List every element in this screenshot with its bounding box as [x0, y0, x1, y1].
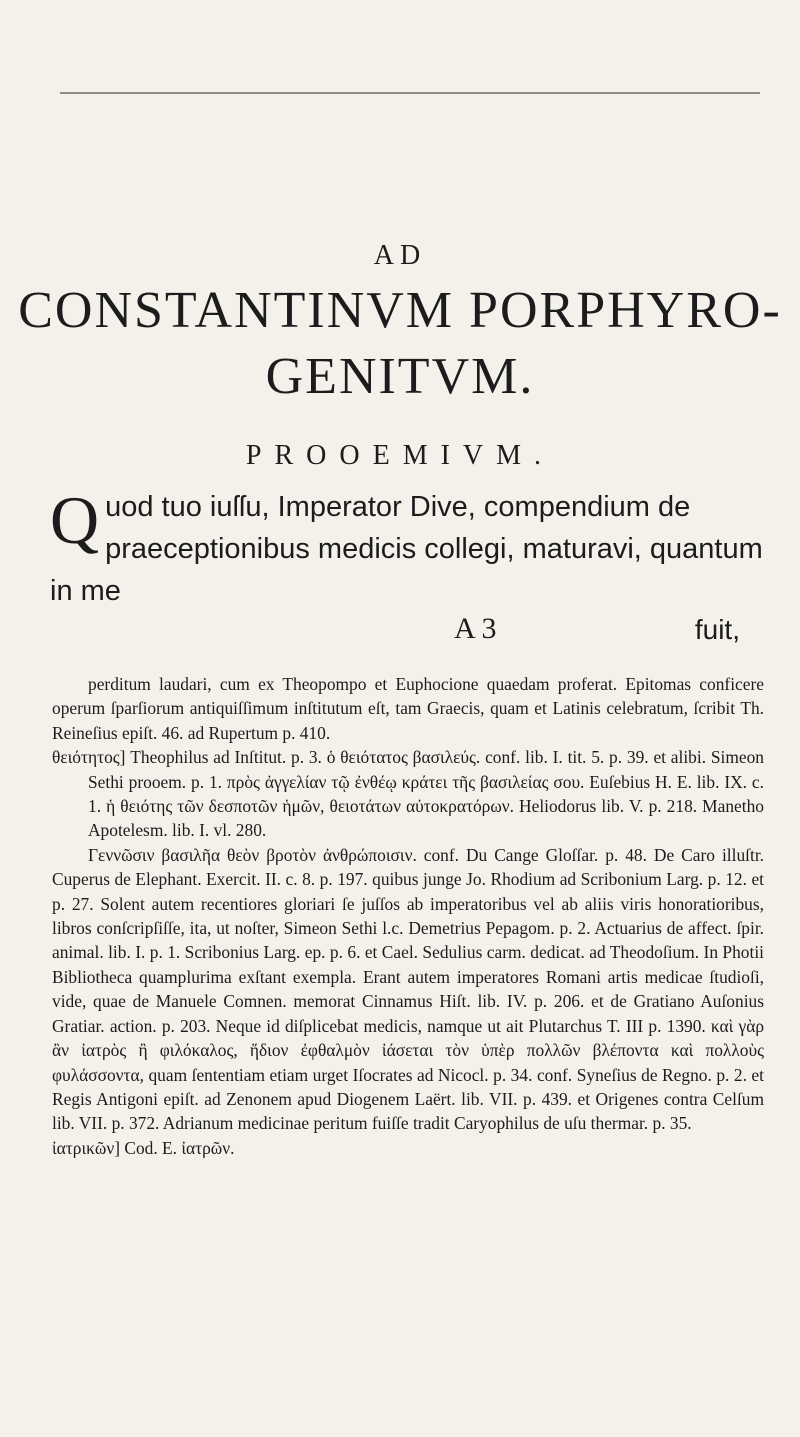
heading-title-line2: GENITVM.	[265, 348, 535, 405]
drop-cap: Q	[50, 482, 100, 558]
footnote-paragraph: Γεννῶσιν βασιλῆα θεὸν βροτὸν ἀνθρώποισιν. conf. Du Cange Gloſſar. p. 48. De Caro illuſtr. Cuperus de Elephant. Exercit. II. c. 8. p. 197. quibus junge Jo. Rhodium ad Scribonium Larg. p. 12. et p. 27. Solent autem recentiores gloriari ſe juſſos ab imperatoribus vel ab aliis viris honoratioribus, libros conſcripſiſſe, ita, ut noſter, Simeon Sethi l.c. Demetrius Pepagom. p. 2. Actuarius de affect. ſpir. animal. lib. I. p. 1. Scribonius Larg. ep. p. 6. et Cael. Sedulius carm. dedicat. ad Theodoſium. In Photii Bibliotheca quamplurima exſtant exempla. Erant autem imperatores Romani artis medicae ſtudioſi, vide, quae de Manuele Comnen. memorat Cinnamus Hiſt. lib. IV. p. 206. et de Gratiano Auſonius Gratiar. action. p. 203. Neque id diſplicebat medicis, namque ut ait Plutarchus T. III p. 1390. καὶ γὰρ ἂν ἰατρὸς ἢ φιλόκαλος, ἥδιον ἐφθαλμὸν ἰάσεται τὸν ὑπὲρ πολλῶν βλέποντα καὶ πολλοὺς φυλάσσοντα, quam ſententiam etiam urget Iſocrates ad Nicocl. p. 34. conf. Syneſius de Regno. p. 2. et Regis Antigoni epiſt. ad Zenonem apud Diogenem Laërt. lib. VII. p. 439. et Origenes contra Celſum lib. VII. p. 372. Adrianum medicinae peritum fuiſſe tradit Caryophilus de uſu thermar. p. 35.	[52, 844, 764, 1134]
footnotes	[52, 672, 764, 1160]
intro-paragraph	[50, 482, 770, 612]
heading-prooemium: PROOEMIVM.	[245, 440, 555, 471]
catchword: fuit,	[694, 614, 740, 645]
footnote-paragraph: perditum laudari, cum ex Theopompo et Euphocione quaedam proferat. Epitomas conficere operum ſparſiorum antiquiſſimum inſtitutum eſt, tam Graecis, quam et Latinis celebratum, ſcribit Th. Reineſius epiſt. 46. ad Rupertum p. 410.	[52, 674, 764, 743]
heading-ad: AD	[373, 240, 427, 271]
footnote-paragraph: θειότητος] Theophilus ad Inſtitut. p. 3. ὁ θειότατος βασιλεύς. conf. lib. I. tit. 5. p. 39. et alibi. Simeon Sethi prooem. p. 1. πρὸς ἀγγελίαν τῷ ἐνθέῳ κράτει τῆς βασιλείας σου. Euſebius H. E. lib. IX. c. 1. ἡ θειότης τῶν δεσποτῶν ἡμῶν, θειοτάτων αὐτοκρατόρων. Heliodorus lib. V. p. 218. Manetho Apotelesm. lib. I. vl. 280.	[52, 747, 764, 841]
heading-title-line1: CONSTANTINVM PORPHYRO-	[18, 282, 782, 339]
signature-line	[0, 612, 800, 652]
signature-mark: A 3	[454, 612, 497, 645]
top-rule	[60, 92, 760, 94]
footnote-paragraph: ἰατρικῶν] Cod. E. ἰατρῶν.	[52, 1137, 235, 1158]
intro-text: uod tuo iuſſu, Imperator Dive, compendium de praeceptionibus medicis collegi, maturavi, quantum in me	[50, 491, 763, 607]
